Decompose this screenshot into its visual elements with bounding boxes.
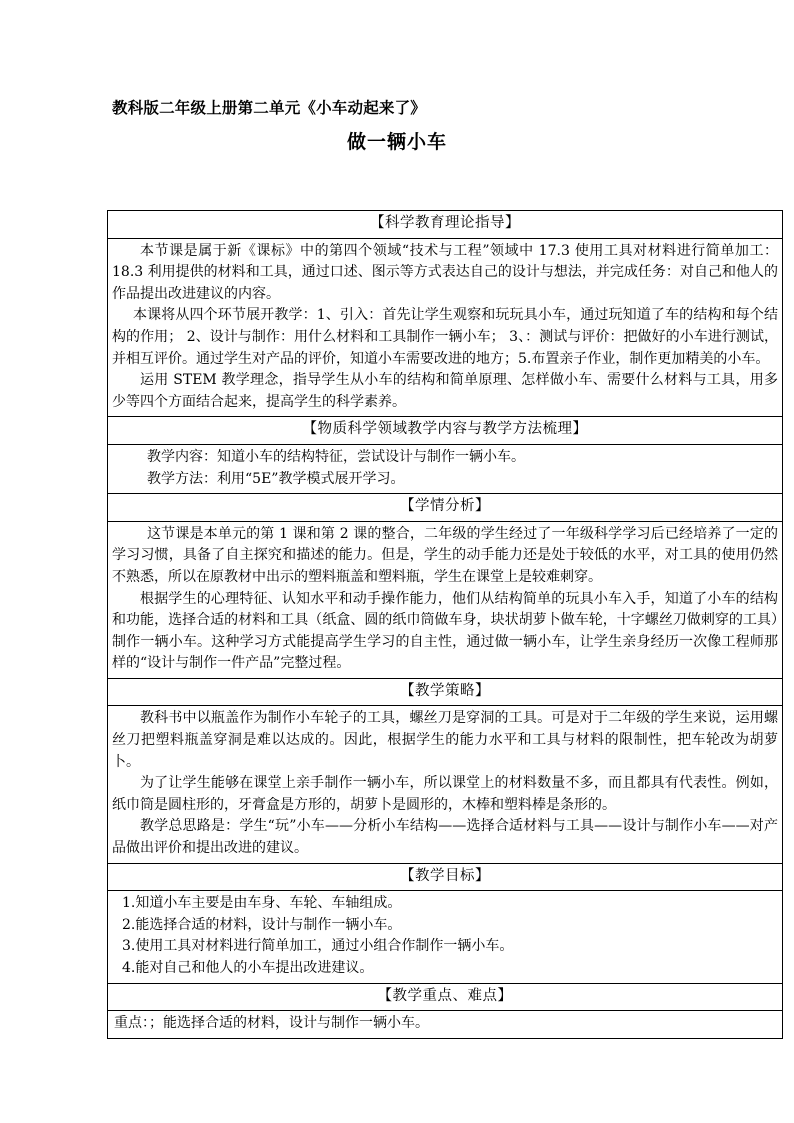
section-header-row [108,863,783,891]
document-title: 做一辆小车 [346,131,447,153]
key-point-item: 重点：；能选择合适的材料，设计与制作一辆小车。 [114,1015,429,1032]
section-body-key-points [108,1011,783,1039]
section-body-theory [108,238,783,417]
section-heading-content-methods: 【物质科学领域教学内容与教学方法梳理】 [108,417,783,445]
section-body-objectives [108,891,783,983]
lesson-plan-table [107,210,783,1039]
section-body-row [108,521,783,678]
objective-item: 1.知道小车主要是由车身、车轮、车轴组成。 [122,895,402,912]
section-heading-key-points: 【教学重点、难点】 [108,983,783,1011]
section-heading-student-analysis: 【学情分析】 [108,494,783,522]
objective-item: 4.能对自己和他人的小车提出改进建议。 [122,960,374,976]
paragraph: 本节课是属于新《课标》中的第四个领域“技术与工程”领域中 17.3 使用工具对材料进行简单加工：18.3 利用提供的材料和工具，通过口述、图示等方式表达自己的设计与想法，并完成任务：对自己和他人的作品提出改进建议的内容。 [112,242,778,302]
section-header-row [108,983,783,1011]
paragraph: 教学总思路是：学生“玩”小车——分析小车结构——选择合适材料与工具——设计与制作小车——对产品做出评价和提出改进的建议。 [112,818,778,857]
section-header-row [108,417,783,445]
section-body-student-analysis [108,521,783,678]
section-body-row [108,706,783,863]
section-body-row [108,891,783,983]
section-body-content-methods [108,444,783,493]
section-heading-strategy: 【教学策略】 [108,678,783,706]
objective-item: 3.使用工具对材料进行简单加工，通过小组合作制作一辆小车。 [122,938,514,955]
section-header-row [108,494,783,522]
section-header-row [108,678,783,706]
section-body-strategy [108,706,783,863]
paragraph: 教学方法：利用“5E”教学模式展开学习。 [147,470,405,487]
paragraph: 为了让学生能够在课堂上亲手制作一辆小车，所以课堂上的材料数量不多，而且都具有代表性。例如，纸巾筒是圆柱形的，牙膏盒是方形的，胡萝卜是圆形的，木棒和塑料棒是条形的。 [112,775,778,813]
section-header-row [108,211,783,239]
section-heading-theory: 【科学教育理论指导】 [108,211,783,239]
objective-item: 2.能选择合适的材料，设计与制作一辆小车。 [122,916,402,933]
paragraph: 本课将从四个环节展开教学：1、引入：首先让学生观察和玩玩具小车，通过玩知道了车的结构和每个结构的作用； 2、设计与制作：用什么材料和工具制作一辆小车； 3、：测试与评价：把做好的小车进行测试，并相互评价。通过学生对产品的评价，知道小车需要改进的地方；5.布置亲子作业，制作更加精美的小车。 [112,307,778,367]
paragraph: 根据学生的心理特征、认知水平和动手操作能力，他们从结构简单的玩具小车入手，知道了小车的结构和功能，选择合适的材料和工具（纸盒、圆的纸巾筒做车身，块状胡萝卜做车轮，十字螺丝刀做刺穿的工具）制作一辆小车。这种学习方式能提高学生学习的自主性，通过做一辆小车，让学生亲身经历一次像工程师那样的“设计与制作一件产品”完整过程。 [112,590,778,672]
paragraph: 教学内容：知道小车的结构特征，尝试设计与制作一辆小车。 [147,448,525,465]
section-body-row [108,238,783,417]
document-header: 教科版二年级上册第二单元《小车动起来了》 [112,98,427,117]
section-body-row [108,444,783,493]
section-heading-objectives: 【教学目标】 [108,863,783,891]
paragraph: 教科书中以瓶盖作为制作小车轮子的工具，螺丝刀是穿洞的工具。可是对于二年级的学生来说，运用螺丝刀把塑料瓶盖穿洞是难以达成的。因此，根据学生的能力水平和工具与材料的限制性，把车轮改为胡萝卜。 [112,710,778,770]
paragraph: 这节课是本单元的第 1 课和第 2 课的整合，二年级的学生经过了一年级科学学习后已经培养了一定的学习习惯，具备了自主探究和描述的能力。但是，学生的动手能力还是处于较低的水平，对工具的使用仍然不熟悉，所以在原教材中出示的塑料瓶盖和塑料瓶，学生在课堂上是较难刺穿。 [112,525,778,585]
section-body-row [108,1011,783,1039]
paragraph: 运用 STEM 教学理念，指导学生从小车的结构和简单原理、怎样做小车、需要什么材料与工具，用多少等四个方面结合起来，提高学生的科学素养。 [112,372,778,410]
